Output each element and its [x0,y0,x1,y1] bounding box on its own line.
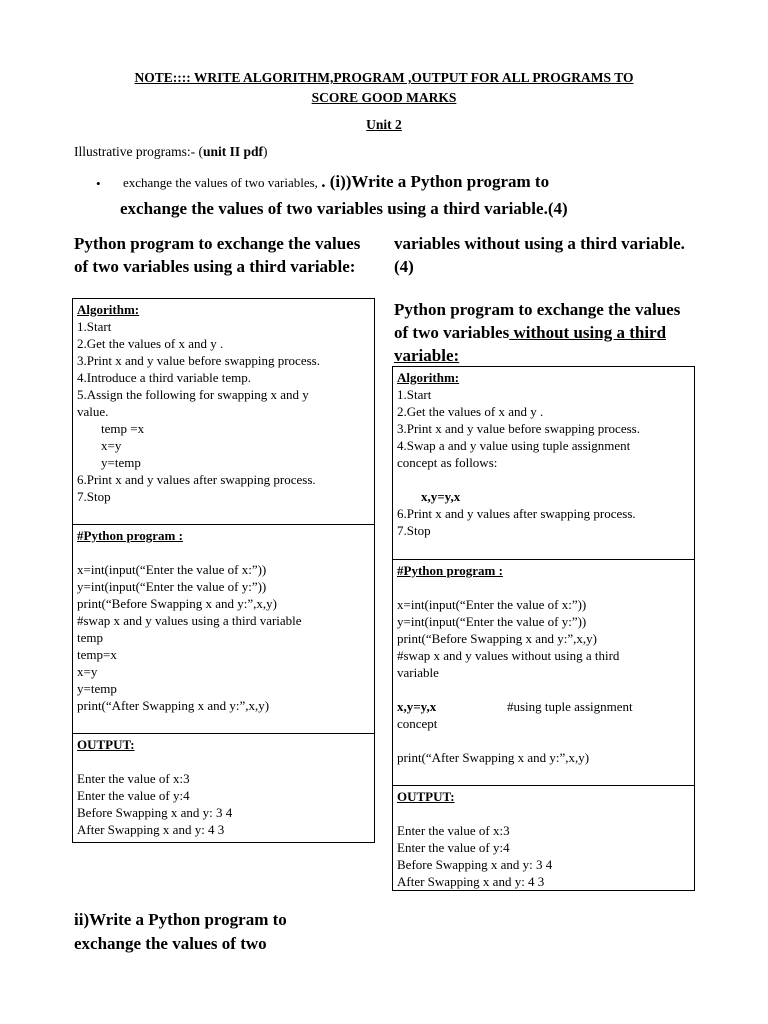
left-output-line: Enter the value of x:3 [77,771,190,786]
right-output-line: Enter the value of y:4 [397,840,510,855]
left-algo-line: 4.Introduce a third variable temp. [77,370,251,385]
bullet-big-text: . (i))Write a Python program to [321,172,550,191]
left-algo-line: 5.Assign the following for swapping x and y [77,387,309,402]
right-program-title: #Python program : [397,563,503,578]
left-algo-line: 3.Print x and y value before swapping process. [77,353,320,368]
right-heading-continued: variables without using a third variable.(4) [394,234,685,276]
right-algo-line: 2.Get the values of x and y . [397,404,544,419]
right-code-line: print(“After Swapping x and y:”,x,y) [397,750,590,765]
left-algo-indent: temp =x [101,421,145,436]
unit-title: Unit 2 [366,117,402,132]
illustrative-prefix: Illustrative programs:- ( [74,144,203,159]
next-question-heading [74,908,374,956]
bullet-small-text: exchange the values of two variables, [123,175,322,190]
left-code-line: y=temp [77,681,117,696]
right-algo-tuple: x,y=y,x [421,489,461,504]
right-program-box [392,366,695,891]
left-output-section [73,734,374,842]
left-code-line: print(“Before Swapping x and y:”,x,y) [77,596,278,611]
right-heading-text: Python program to exchange the values of two variables [394,300,681,342]
right-output-line: Before Swapping x and y: 3 4 [397,857,553,872]
left-code-line: temp [77,630,103,645]
right-output-title: OUTPUT: [397,789,455,804]
left-algorithm-title: Algorithm: [77,302,140,317]
left-code-line: #swap x and y values using a third variable [77,613,302,628]
right-algo-line: 3.Print x and y value before swapping process. [397,421,640,436]
right-code-line: variable [397,665,439,680]
left-heading: Python program to exchange the values of two variables using a third variable: [74,234,361,276]
left-program-title: #Python program : [77,528,183,543]
right-tuple-code: x,y=y,x [397,699,437,714]
left-code-line: print(“After Swapping x and y:”,x,y) [77,698,270,713]
note-heading [70,68,698,108]
right-tuple-line [397,698,690,715]
left-algo-line: 6.Print x and y values after swapping process. [77,472,316,487]
left-algo-line: 1.Start [77,319,112,334]
next-question-line-2: exchange the values of two [74,934,267,953]
right-algo-line: concept as follows: [397,455,498,470]
left-algo-line: value. [77,404,109,419]
left-algo-indent: x=y [101,438,122,453]
right-output-line: Enter the value of x:3 [397,823,510,838]
illustrative-bold: unit II pdf [202,144,264,159]
bullet-line-2: exchange the values of two variables using a third variable.(4) [120,199,568,218]
right-algo-line: 1.Start [397,387,432,402]
right-output-section [393,786,694,894]
left-code-line: x=int(input(“Enter the value of x:”)) [77,562,267,577]
right-heading [394,298,694,367]
left-code-line: x=y [77,664,98,679]
left-algo-indent: y=temp [101,455,141,470]
right-algorithm-title: Algorithm: [397,370,460,385]
right-program-section [393,560,694,786]
bullet-icon: • [96,176,101,191]
right-code-line: print(“Before Swapping x and y:”,x,y) [397,631,598,646]
right-algo-line: 6.Print x and y values after swapping process. [397,506,636,521]
right-tuple-comment: #using tuple assignment [507,699,633,714]
illustrative-suffix: ) [263,144,268,159]
left-algorithm-section [73,299,374,525]
right-code-line: x=int(input(“Enter the value of x:”)) [397,597,587,612]
left-program-section [73,525,374,734]
left-algo-line: 2.Get the values of x and y . [77,336,224,351]
left-algo-line: 7.Stop [77,489,111,504]
right-heading-underlined: without using a third variable: [394,323,667,365]
right-code-line: #swap x and y values without using a third [397,648,620,663]
illustrative-programs [74,144,268,160]
right-algo-line: 4.Swap a and y value using tuple assignment [397,438,631,453]
next-question-line-1: ii)Write a Python program to [74,910,287,929]
left-output-line: Enter the value of y:4 [77,788,190,803]
note-line-1: NOTE:::: WRITE ALGORITHM,PROGRAM ,OUTPUT FOR ALL PROGRAMS TO [134,70,634,85]
right-code-line: y=int(input(“Enter the value of y:”)) [397,614,587,629]
bullet-line-1 [123,172,549,192]
right-algo-line: 7.Stop [397,523,431,538]
left-code-line: y=int(input(“Enter the value of y:”)) [77,579,267,594]
left-output-line: Before Swapping x and y: 3 4 [77,805,233,820]
right-code-line: concept [397,716,438,731]
left-code-line: temp=x [77,647,117,662]
right-output-line: After Swapping x and y: 4 3 [397,874,545,889]
left-program-box [72,298,375,843]
left-output-line: After Swapping x and y: 4 3 [77,822,225,837]
right-algorithm-section [393,367,694,560]
left-output-title: OUTPUT: [77,737,135,752]
note-line-2: SCORE GOOD MARKS [311,90,457,105]
